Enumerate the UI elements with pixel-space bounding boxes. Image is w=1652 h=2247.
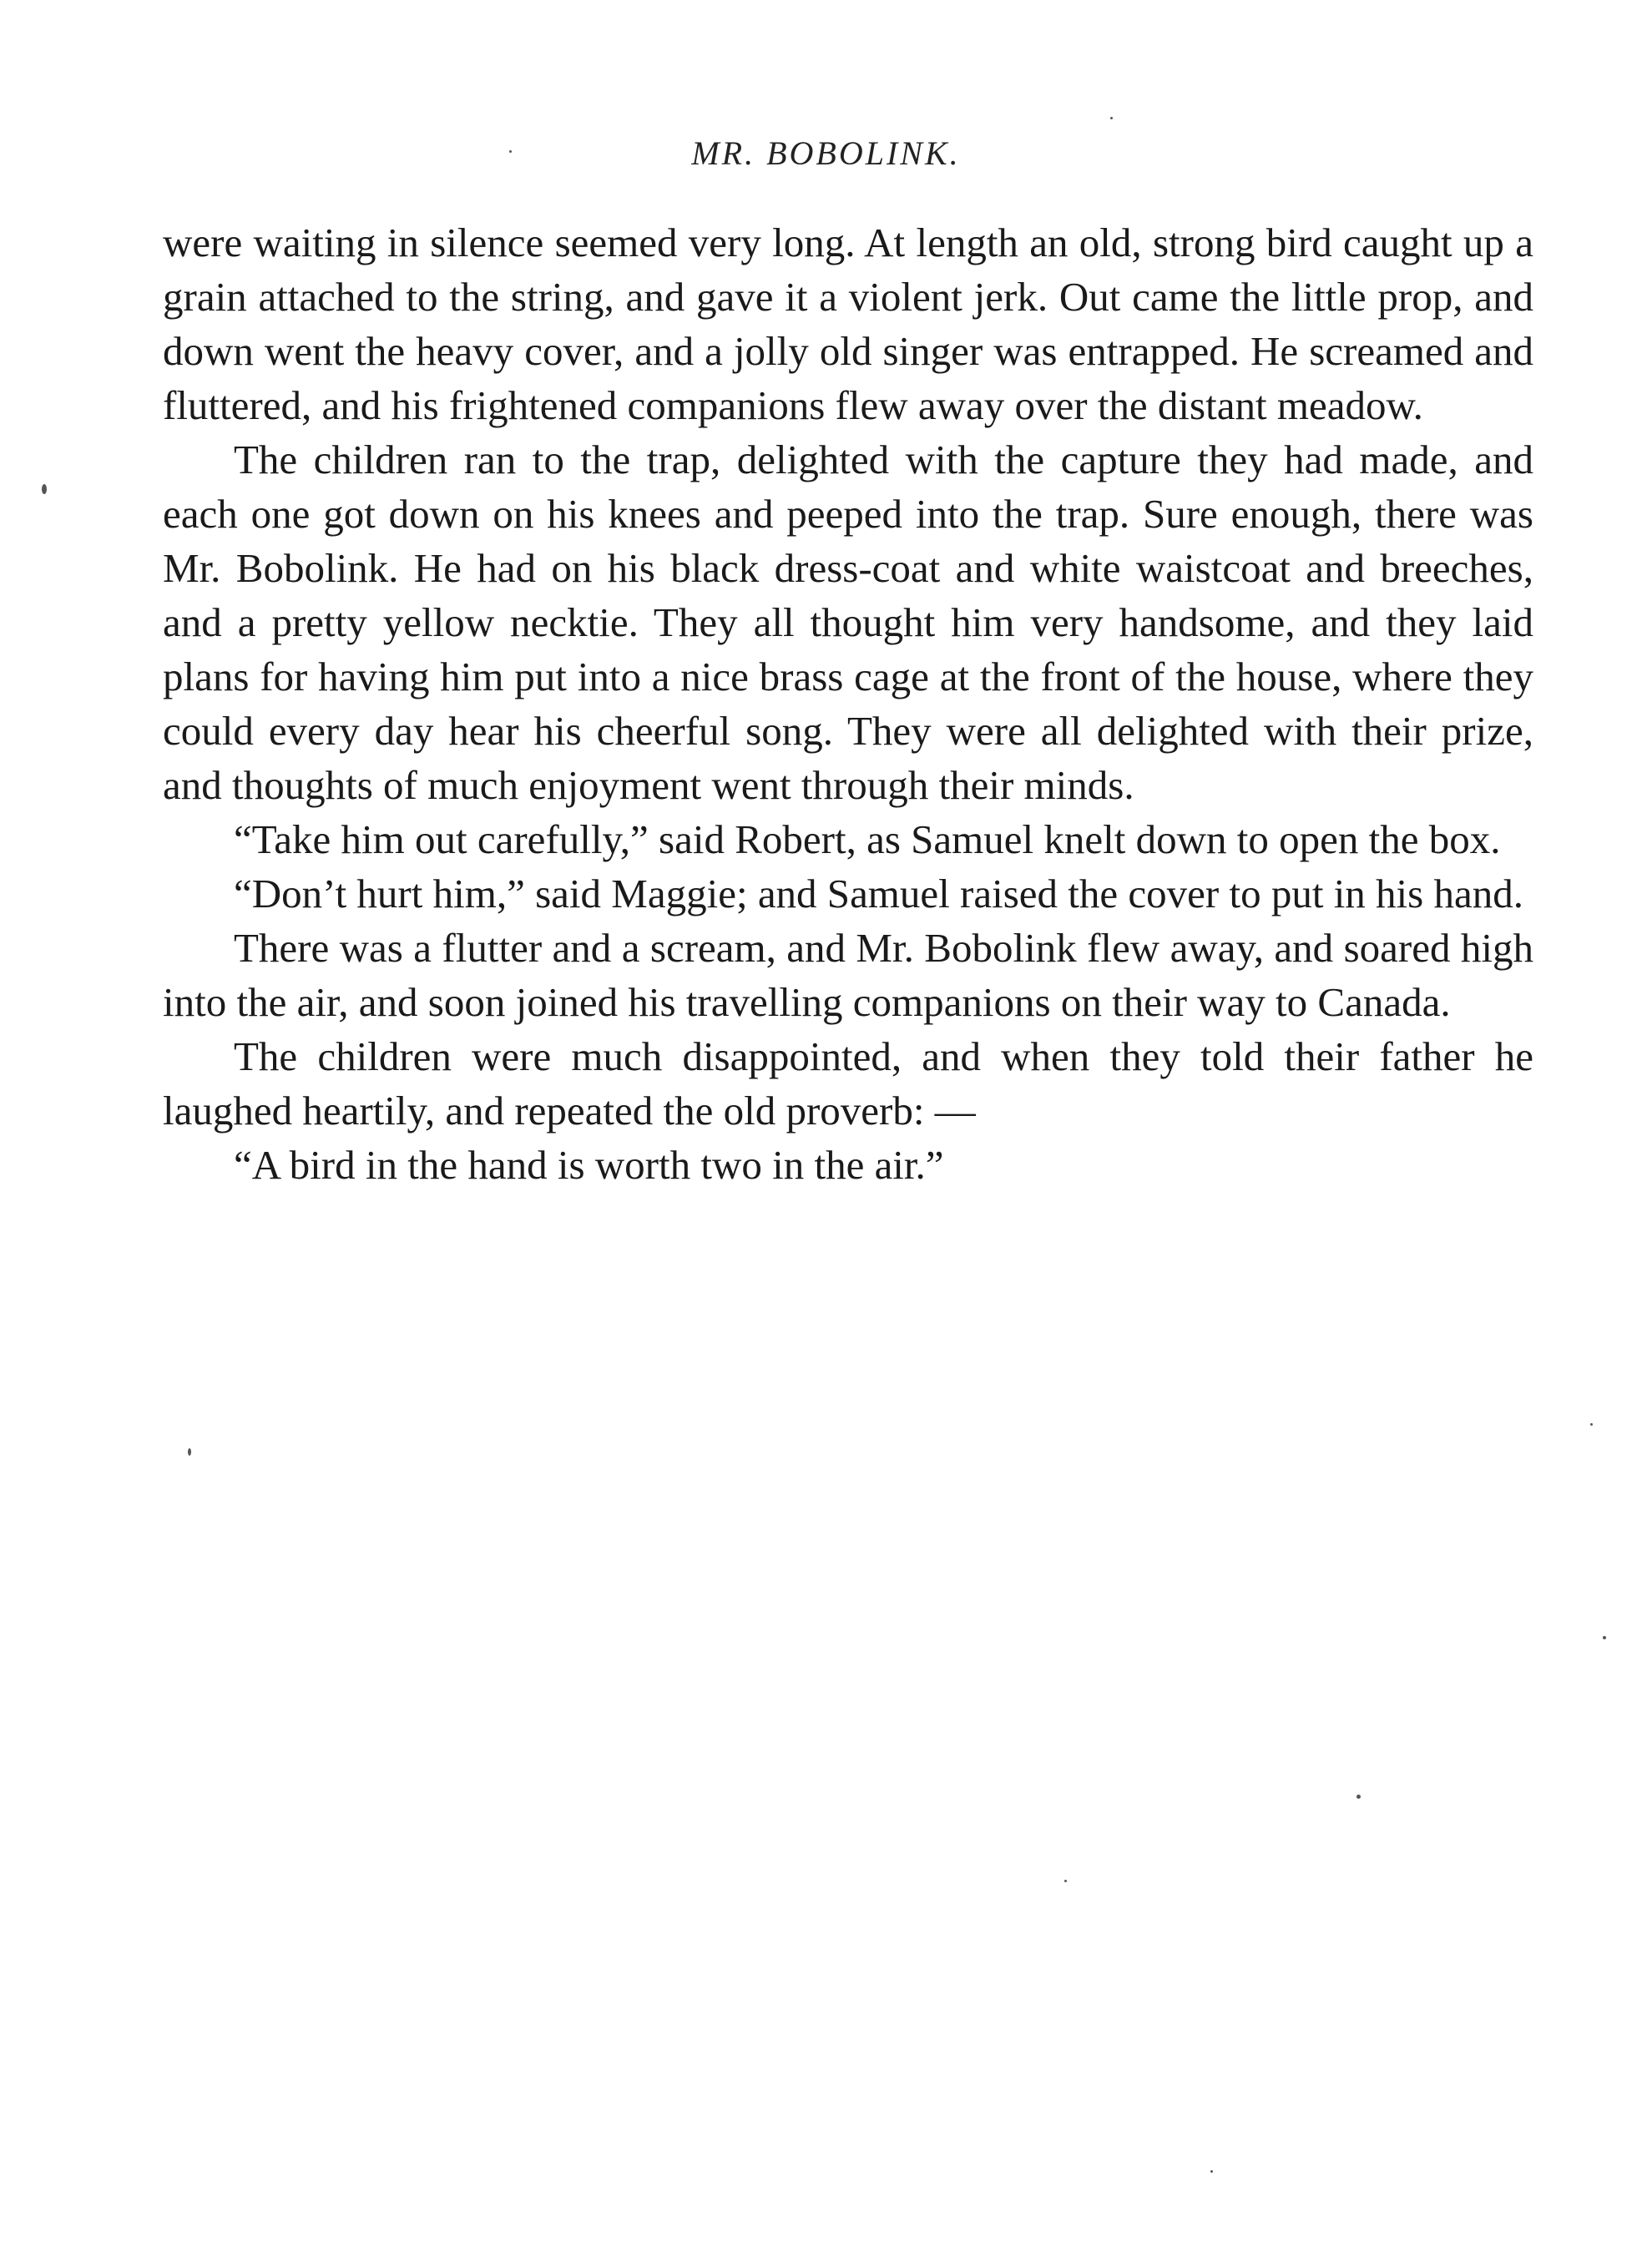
scan-speck <box>42 484 47 494</box>
scan-speck <box>1590 1423 1593 1426</box>
paragraph-7: “A bird in the hand is worth two in the air.” <box>234 1142 944 1188</box>
paragraph-3: “Take him out carefully,” said Robert, as Samuel knelt down to open the box. <box>234 816 1501 862</box>
running-head: MR. BOBOLINK. <box>691 134 961 172</box>
scan-speck <box>188 1448 191 1456</box>
paragraph-2: The children ran to the trap, delighted with the capture they had made, and each one got down on his knees and peeped into the trap. Sure enough, there was Mr. Bobolink. He had on his black dress-coat and white waistcoat and breeches, and a pretty yellow necktie. They all thought him very handsome, and they laid plans for having him put into a nice brass cage at the front of the house, where they could every day hear his cheerful song. They were all delighted with their prize, and thoughts of much enjoyment went through their minds. <box>163 437 1533 808</box>
scan-speck <box>1110 117 1113 119</box>
paragraph-6: The children were much disappointed, and when they told their father he laughed heartily, and repeated the old proverb: — <box>163 1033 1533 1134</box>
paragraph-5: There was a flutter and a scream, and Mr. Bobolink flew away, and soared high into the air, and soon joined his travelling companions on their way to Canada. <box>163 925 1533 1025</box>
scan-speck <box>1356 1795 1361 1799</box>
scan-speck <box>509 150 512 153</box>
scan-speck <box>1603 1636 1606 1639</box>
scan-speck <box>1210 2170 1213 2173</box>
paragraph-1: were waiting in silence seemed very long. At length an old, strong bird caught up a grain attached to the string, and gave it a violent jerk. Out came the little prop, and down went the heavy cover, and a jolly old singer was entrapped. He screamed and fluttered, and his frightened companions flew away over the distant meadow. <box>163 220 1533 428</box>
scan-speck <box>1064 1880 1067 1882</box>
paragraph-4: “Don’t hurt him,” said Maggie; and Samuel raised the cover to put in his hand. <box>234 871 1523 916</box>
body-text <box>163 215 1533 1192</box>
